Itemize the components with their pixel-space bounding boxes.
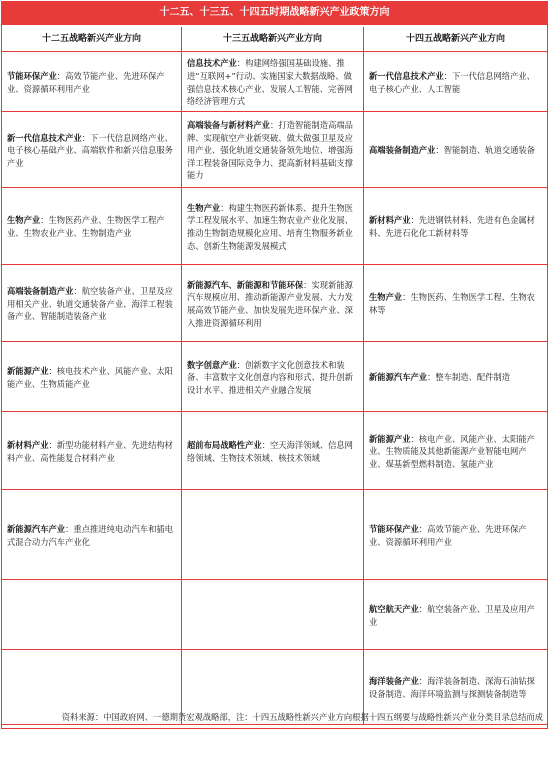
cell-text	[369, 371, 510, 384]
table-cell-12th	[2, 188, 182, 265]
table-cell-13th	[182, 265, 364, 342]
cell-text	[7, 214, 177, 239]
industry-detail: ：生物医药、生物医学工程、生物农林等	[369, 292, 535, 315]
industry-name: 新能源汽车产业	[369, 372, 428, 383]
industry-name: 新能源汽车产业	[7, 523, 66, 534]
industry-name: 生物产业	[7, 215, 41, 226]
industry-detail: ：新型功能材料产业、先进结构材料产业、高性能复合材料产业	[7, 439, 173, 463]
table-cell-12th	[2, 580, 182, 650]
industry-detail: ：航空装备产业、卫星及应用相关产业、轨道交通装备产业、海洋工程装备产业、智能制造装备产业	[7, 286, 173, 322]
industry-detail: ：下一代信息网络产业、电子核心基础产业、高端软件和新兴信息服务产业	[7, 132, 173, 168]
table-cell-14th	[364, 188, 547, 265]
industry-detail: ：核电产业、风能产业、太阳能产业、生物质能及其他新能源产业智能电网产业、煤基新型燃料制造、氢能产业	[369, 433, 535, 469]
industry-name: 生物产业	[369, 292, 403, 303]
table-cell-14th	[364, 342, 547, 412]
industry-detail: ：重点推进纯电动汽车和插电式混合动力汽车产业化	[7, 523, 173, 547]
table-cell-13th	[182, 412, 364, 490]
cell-text	[369, 603, 543, 628]
table-cell-12th	[2, 265, 182, 342]
industry-detail: ：下一代信息网络产业、电子核心产业、人工智能	[369, 70, 535, 94]
industry-detail: ：先进钢铁材料、先进有色金属材料、先进石化化工新材料等	[369, 215, 535, 238]
industry-detail: ：高效节能产业、先进环保产业、资源循环利用产业	[7, 70, 165, 94]
cell-text	[7, 439, 177, 464]
cell-text	[369, 433, 543, 471]
cell-text	[7, 132, 177, 170]
table-cell-14th	[364, 265, 547, 342]
cell-text	[187, 439, 359, 464]
industry-detail: ：空天海洋领域、信息网络领域、生物技术领域、核技术领域	[187, 439, 353, 463]
industry-name: 数字创意产业	[187, 359, 237, 370]
industry-detail: ：构建网络强国基础设施、推进“互联网+”行动、实施国家大数据战略、做强信息技术核心产业、发展人工智能、完善网络经济管理方式	[187, 58, 353, 107]
industry-detail: ：整车制造、配件制造	[427, 372, 511, 383]
industry-detail: ：海洋装备制造、深海石油钻探设备制造、海洋环境监测与探测装备制造等	[369, 676, 535, 699]
table-cell-14th	[364, 580, 547, 650]
table-cell-13th	[182, 490, 364, 580]
cell-text	[187, 119, 359, 182]
industry-detail: ：创新数字文化创意技术和装备、丰富数字文化创意内容和形式、提升创新设计水平、推进相关产业融合发展	[187, 359, 353, 395]
industry-name: 海洋装备产业	[369, 676, 419, 687]
table-cell-12th	[2, 412, 182, 490]
policy-table	[2, 27, 547, 780]
cell-text	[369, 291, 543, 316]
industry-detail: ：打造智能制造高端品牌、实现航空产业新突破、做大做强卫星及应用产业、强化轨道交通装备领先地位、增强海洋工程装备国际竞争力、提高新材料基础支撑能力	[187, 120, 353, 181]
industry-name: 航空航天产业	[369, 603, 419, 614]
table-cell-13th	[182, 52, 364, 112]
industry-detail: ：核电技术产业、风能产业、太阳能产业、生物质能产业	[7, 365, 173, 389]
industry-detail: ：构建生物医药新体系、提升生物医学工程发展水平、加速生物农业产业化发展、推动生物制造规模化应用、培育生物服务新业态、创新生物能源发展模式	[187, 202, 353, 251]
industry-name: 节能环保产业	[369, 523, 419, 534]
industry-name: 超前布局战略性产业	[187, 439, 262, 450]
cell-text	[369, 523, 543, 548]
industry-detail: ：航空装备产业、卫星及应用产业	[369, 603, 535, 627]
cell-text	[7, 523, 177, 548]
cell-text	[369, 675, 543, 700]
column-header-13th: 十三五战略新兴产业方向	[182, 27, 364, 52]
cell-text	[369, 214, 543, 239]
industry-name: 新能源汽车、新能源和节能环保	[187, 279, 304, 290]
cell-text	[187, 359, 359, 397]
table-cell-12th	[2, 52, 182, 112]
industry-name: 新能源产业	[369, 433, 411, 444]
cell-text	[369, 144, 535, 157]
industry-name: 高端装备制造产业	[369, 145, 436, 156]
industry-name: 高端装备制造产业	[7, 286, 74, 297]
table-cell-12th	[2, 342, 182, 412]
cell-text	[187, 279, 359, 329]
table-cell-13th	[182, 342, 364, 412]
industry-name: 新一代信息技术产业	[369, 70, 444, 81]
industry-detail: ：高效节能产业、先进环保产业、资源循环利用产业	[369, 523, 527, 547]
table-cell-14th	[364, 52, 547, 112]
cell-text	[187, 202, 359, 252]
cell-text	[187, 57, 359, 107]
table-title: 十二五、十三五、十四五时期战略新兴产业政策方向	[1, 1, 548, 25]
industry-detail: ：生物医药产业、生物医学工程产业、生物农业产业、生物制造产业	[7, 215, 165, 238]
industry-detail: ：智能制造、轨道交通装备	[435, 145, 535, 156]
column-header-12th: 十二五战略新兴产业方向	[2, 27, 182, 52]
table-cell-12th	[2, 490, 182, 580]
industry-name: 生物产业	[187, 202, 221, 213]
table-cell-13th	[182, 112, 364, 188]
cell-text	[7, 70, 177, 95]
industry-name: 新一代信息技术产业	[7, 132, 82, 143]
table-cell-13th	[182, 188, 364, 265]
cell-text	[7, 285, 177, 323]
industry-detail: ：实现新能源汽车规模应用、推动新能源产业发展、大力发展高效节能产业、加快发展先进环保产业、深入推进资源循环利用	[187, 279, 353, 328]
source-note: 资料来源：中国政府网、一德期货宏观战略部，注：十四五战略性新兴产业方向根据十四五纲要与战略性新兴产业分类目录总结而成	[61, 712, 543, 722]
table-cell-14th	[364, 412, 547, 490]
column-header-14th: 十四五战略新兴产业方向	[364, 27, 547, 52]
industry-name: 新材料产业	[7, 439, 49, 450]
industry-name: 新材料产业	[369, 215, 411, 226]
industry-name: 信息技术产业	[187, 58, 237, 69]
table-cell-14th	[364, 112, 547, 188]
table-cell-13th	[182, 580, 364, 650]
table-cell-14th	[364, 490, 547, 580]
industry-name: 节能环保产业	[7, 70, 57, 81]
industry-name: 高端装备与新材料产业	[187, 120, 270, 131]
table-cell-12th	[2, 112, 182, 188]
industry-name: 新能源产业	[7, 365, 49, 376]
cell-text	[369, 70, 543, 95]
cell-text	[7, 365, 177, 390]
